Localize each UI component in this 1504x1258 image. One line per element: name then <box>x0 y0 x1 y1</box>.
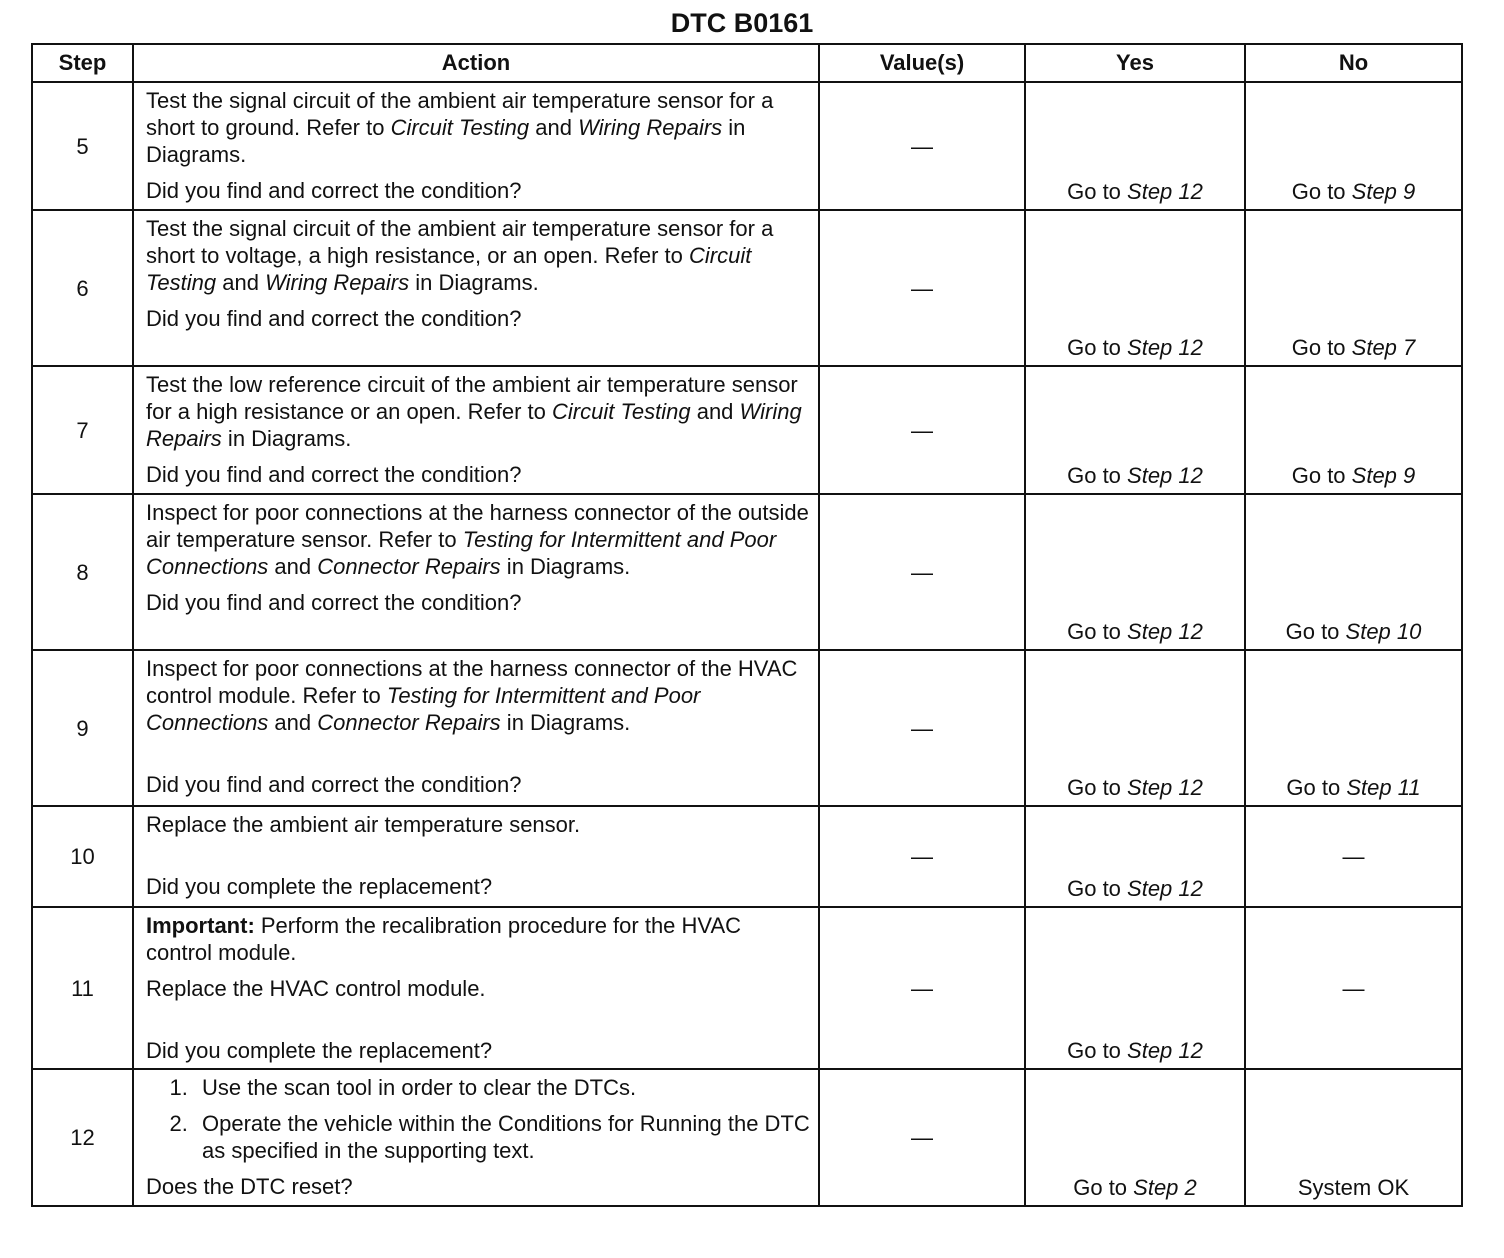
yes-prefix: Go to <box>1067 619 1128 644</box>
no-cell <box>1245 494 1462 650</box>
yes-step-link: Step 12 <box>1127 335 1203 360</box>
yes-step-link: Step 2 <box>1133 1175 1197 1200</box>
header-values: Value(s) <box>819 44 1025 82</box>
no-step-link: Step 11 <box>1346 775 1421 800</box>
yes-step-link: Step 12 <box>1127 775 1203 800</box>
step-number: 6 <box>32 210 133 366</box>
yes-prefix: Go to <box>1067 335 1128 360</box>
yes-prefix: Go to <box>1073 1175 1134 1200</box>
yes-cell <box>1025 82 1245 210</box>
value-cell: — <box>819 210 1025 366</box>
action-question: Did you complete the replacement? <box>146 874 493 899</box>
action-question: Did you find and correct the condition? <box>146 306 522 331</box>
action-extra-text: Replace the HVAC control module. <box>146 976 486 1001</box>
yes-step-link: Step 12 <box>1127 619 1203 644</box>
step-number: 8 <box>32 494 133 650</box>
action-segment: in Diagrams. <box>221 426 352 451</box>
yes-cell <box>1025 907 1245 1069</box>
yes-prefix: Go to <box>1067 876 1128 901</box>
action-segment: Perform the recalibration procedure for the HVAC control module. <box>146 913 742 965</box>
action-text <box>146 499 810 580</box>
action-segment: in Diagrams. <box>500 554 631 579</box>
action-text <box>146 215 810 296</box>
list-item: 2. Operate the vehicle within the Conditions for Running the DTC as specified in the supporting text. <box>194 1110 810 1164</box>
header-step: Step <box>32 44 133 82</box>
yes-step-link: Step 12 <box>1127 1038 1203 1063</box>
yes-cell <box>1025 650 1245 806</box>
action-segment: Test the low reference circuit of the ambient air temperature sensor for a high resistance or an open. Refer to <box>146 372 798 424</box>
action-segment: in Diagrams. <box>500 710 631 735</box>
important-label: Important: <box>146 913 255 938</box>
reference-link-text: Circuit Testing <box>390 115 530 140</box>
value-cell: — <box>819 366 1025 494</box>
reference-link-text: Testing for Intermittent and Poor Connections <box>146 527 777 579</box>
step-number: 7 <box>32 366 133 494</box>
yes-cell <box>1025 806 1245 907</box>
no-cell <box>1245 366 1462 494</box>
action-cell <box>133 210 819 366</box>
action-cell <box>133 907 819 1069</box>
no-prefix: Go to <box>1286 775 1347 800</box>
action-cell <box>133 806 819 907</box>
action-question: Did you find and correct the condition? <box>146 772 522 797</box>
reference-link-text: Wiring Repairs <box>578 115 723 140</box>
value-cell: — <box>819 82 1025 210</box>
value-cell: — <box>819 1069 1025 1206</box>
table-header-row <box>32 44 1462 82</box>
action-cell <box>133 650 819 806</box>
yes-cell <box>1025 210 1245 366</box>
value-cell: — <box>819 907 1025 1069</box>
no-step-link: Step 7 <box>1351 335 1416 360</box>
reference-link-text: Connector Repairs <box>317 554 501 579</box>
action-segment: and <box>690 399 740 424</box>
yes-cell <box>1025 494 1245 650</box>
reference-link-text: Wiring Repairs <box>265 270 410 295</box>
page-title: DTC B0161 <box>670 8 814 38</box>
action-segment: and <box>529 115 579 140</box>
no-step-link: Step 9 <box>1351 463 1416 488</box>
table-row <box>32 210 1462 366</box>
dtc-table <box>31 43 1463 1207</box>
action-question: Did you find and correct the condition? <box>146 462 522 487</box>
no-cell <box>1245 210 1462 366</box>
no-prefix: Go to <box>1285 619 1346 644</box>
action-segment: Test the signal circuit of the ambient air temperature sensor for a short to voltage, a high resistance, or an open. Refer to <box>146 216 774 268</box>
reference-link-text: Wiring Repairs <box>146 399 802 451</box>
value-cell: — <box>819 494 1025 650</box>
action-question: Did you find and correct the condition? <box>146 590 522 615</box>
action-question: Did you find and correct the condition? <box>146 178 522 203</box>
table-row <box>32 82 1462 210</box>
header-no: No <box>1245 44 1462 82</box>
action-text <box>146 87 810 168</box>
table-row <box>32 650 1462 806</box>
action-cell <box>133 82 819 210</box>
table-row <box>32 806 1462 907</box>
action-question: Does the DTC reset? <box>146 1174 353 1199</box>
action-segment: in Diagrams. <box>146 115 746 167</box>
reference-link-text: Circuit Testing <box>146 243 752 295</box>
yes-cell <box>1025 366 1245 494</box>
no-cell: — <box>1245 907 1462 1069</box>
action-segment: in Diagrams. <box>409 270 539 295</box>
yes-prefix: Go to <box>1067 179 1128 204</box>
action-segment: Inspect for poor connections at the harness connector of the HVAC control module. Refer to <box>146 656 798 708</box>
action-cell <box>133 494 819 650</box>
no-prefix: Go to <box>1291 179 1352 204</box>
header-action: Action <box>133 44 819 82</box>
step-number: 11 <box>32 907 133 1069</box>
step-number: 12 <box>32 1069 133 1206</box>
no-cell <box>1245 650 1462 806</box>
action-segment: and <box>216 270 266 295</box>
table-row <box>32 366 1462 494</box>
yes-cell <box>1025 1069 1245 1206</box>
header-yes: Yes <box>1025 44 1245 82</box>
value-cell: — <box>819 650 1025 806</box>
yes-prefix: Go to <box>1067 1038 1128 1063</box>
action-text <box>146 811 810 838</box>
no-step-link: Step 10 <box>1345 619 1422 644</box>
table-body <box>32 82 1462 1206</box>
action-text <box>146 912 810 966</box>
action-cell <box>133 1069 819 1206</box>
reference-link-text: Testing for Intermittent and Poor Connections <box>146 683 701 735</box>
yes-step-link: Step 12 <box>1127 876 1203 901</box>
no-prefix: Go to <box>1291 463 1352 488</box>
yes-prefix: Go to <box>1067 775 1128 800</box>
action-segment: Replace the ambient air temperature sensor. <box>146 812 581 837</box>
yes-step-link: Step 12 <box>1127 463 1203 488</box>
no-prefix: Go to <box>1291 335 1352 360</box>
value-cell: — <box>819 806 1025 907</box>
no-step-link: Step 9 <box>1351 179 1416 204</box>
action-text <box>146 655 810 736</box>
action-cell <box>133 366 819 494</box>
no-cell: — <box>1245 806 1462 907</box>
no-cell <box>1245 82 1462 210</box>
list-item: 1. Use the scan tool in order to clear the DTCs. <box>194 1074 810 1101</box>
action-list <box>146 1074 810 1164</box>
step-number: 10 <box>32 806 133 907</box>
table-row <box>32 1069 1462 1206</box>
step-number: 9 <box>32 650 133 806</box>
action-segment: Inspect for poor connections at the harness connector of the outside air temperature sensor. Refer to <box>146 500 809 552</box>
action-segment: and <box>268 710 318 735</box>
action-question: Did you complete the replacement? <box>146 1038 493 1063</box>
yes-step-link: Step 12 <box>1127 179 1203 204</box>
table-row <box>32 494 1462 650</box>
action-segment: and <box>268 554 318 579</box>
table-row <box>32 907 1462 1069</box>
action-segment: Test the signal circuit of the ambient air temperature sensor for a short to ground. Refer to <box>146 88 774 140</box>
yes-prefix: Go to <box>1067 463 1128 488</box>
action-text <box>146 371 810 452</box>
no-cell: System OK <box>1245 1069 1462 1206</box>
reference-link-text: Connector Repairs <box>317 710 501 735</box>
step-number: 5 <box>32 82 133 210</box>
reference-link-text: Circuit Testing <box>552 399 691 424</box>
